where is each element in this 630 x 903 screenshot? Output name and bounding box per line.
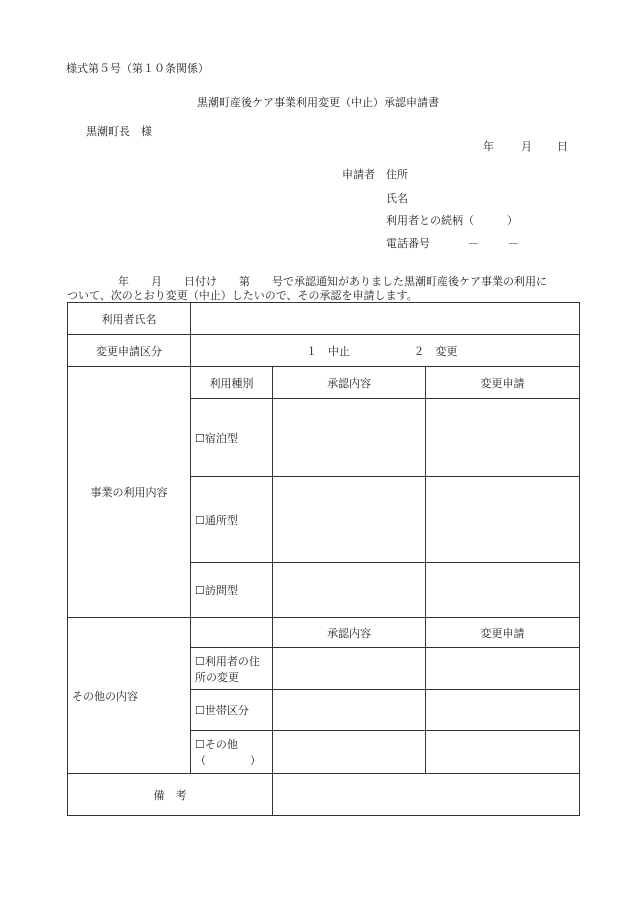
phone-dash-2: － [508,237,519,250]
household-change-cell [426,690,580,731]
other-header-blank [191,618,273,648]
stay-change-cell [426,399,580,477]
visit-approved-cell [273,563,426,618]
date-month: 月 [521,140,532,153]
misc-change-cell [426,731,580,774]
document-title: 黒潮町産後ケア事業利用変更（中止）承認申請書 [197,96,439,109]
body-text-line2: ついて、次のとおり変更（中止）したいので、その承認を申請します。 [67,289,418,302]
category-label: 変更申請区分 [68,335,191,367]
user-name-value [191,303,580,335]
other-misc-line2: （ ） [195,754,261,767]
address-approved-cell [273,648,426,690]
option-cancel: １ 中止 [306,344,350,358]
category-row [68,335,580,367]
other-misc [191,731,273,774]
remarks-value [273,774,580,816]
type-stay: ☐宿泊型 [191,399,273,477]
other-address-line2: 所の変更 [195,670,239,684]
user-name-label: 利用者氏名 [68,303,191,335]
col-change-header: 変更申請 [426,367,580,399]
date-day: 日 [557,140,568,153]
household-approved-cell [273,690,426,731]
applicant-phone-label: 電話番号 [386,237,430,250]
other-header-row [68,618,580,648]
phone-dash-1: － [468,237,479,250]
body-text-line1: 年 月 日付け 第 号で承認通知がありました黒潮町産後ケア事業の利用に [118,275,547,288]
applicant-relationship-label: 利用者との続柄（ ） [386,214,518,227]
application-table [67,302,580,816]
category-options [191,335,580,367]
date-year: 年 [483,140,494,153]
address-change-cell [426,648,580,690]
day-approved-cell [273,477,426,563]
remarks-label: 備 考 [68,774,273,816]
col-type-header: 利用種別 [191,367,273,399]
applicant-address-label: 住所 [386,168,408,181]
applicant-name-label: 氏名 [386,192,408,205]
other-household: ☐世帯区分 [191,690,273,731]
day-change-cell [426,477,580,563]
other-section-label: その他の内容 [68,618,191,774]
form-number: 様式第５号（第１０条関係） [66,62,209,75]
service-section-label: 事業の利用内容 [68,367,191,618]
applicant-heading: 申請者 [342,168,375,181]
user-name-row [68,303,580,335]
stay-approved-cell [273,399,426,477]
remarks-row [68,774,580,816]
service-header-row [68,367,580,399]
misc-approved-cell [273,731,426,774]
other-address-line1: ☐利用者の住 [195,654,260,668]
type-day: ☐通所型 [191,477,273,563]
other-col-approved-header: 承認内容 [273,618,426,648]
col-approved-header: 承認内容 [273,367,426,399]
other-col-change-header: 変更申請 [426,618,580,648]
visit-change-cell [426,563,580,618]
other-address-change [191,648,273,690]
option-change: ２ 変更 [413,344,458,358]
type-visit: ☐訪問型 [191,563,273,618]
addressee: 黒潮町長 様 [86,125,152,138]
other-misc-line1: ☐その他 [195,738,238,751]
